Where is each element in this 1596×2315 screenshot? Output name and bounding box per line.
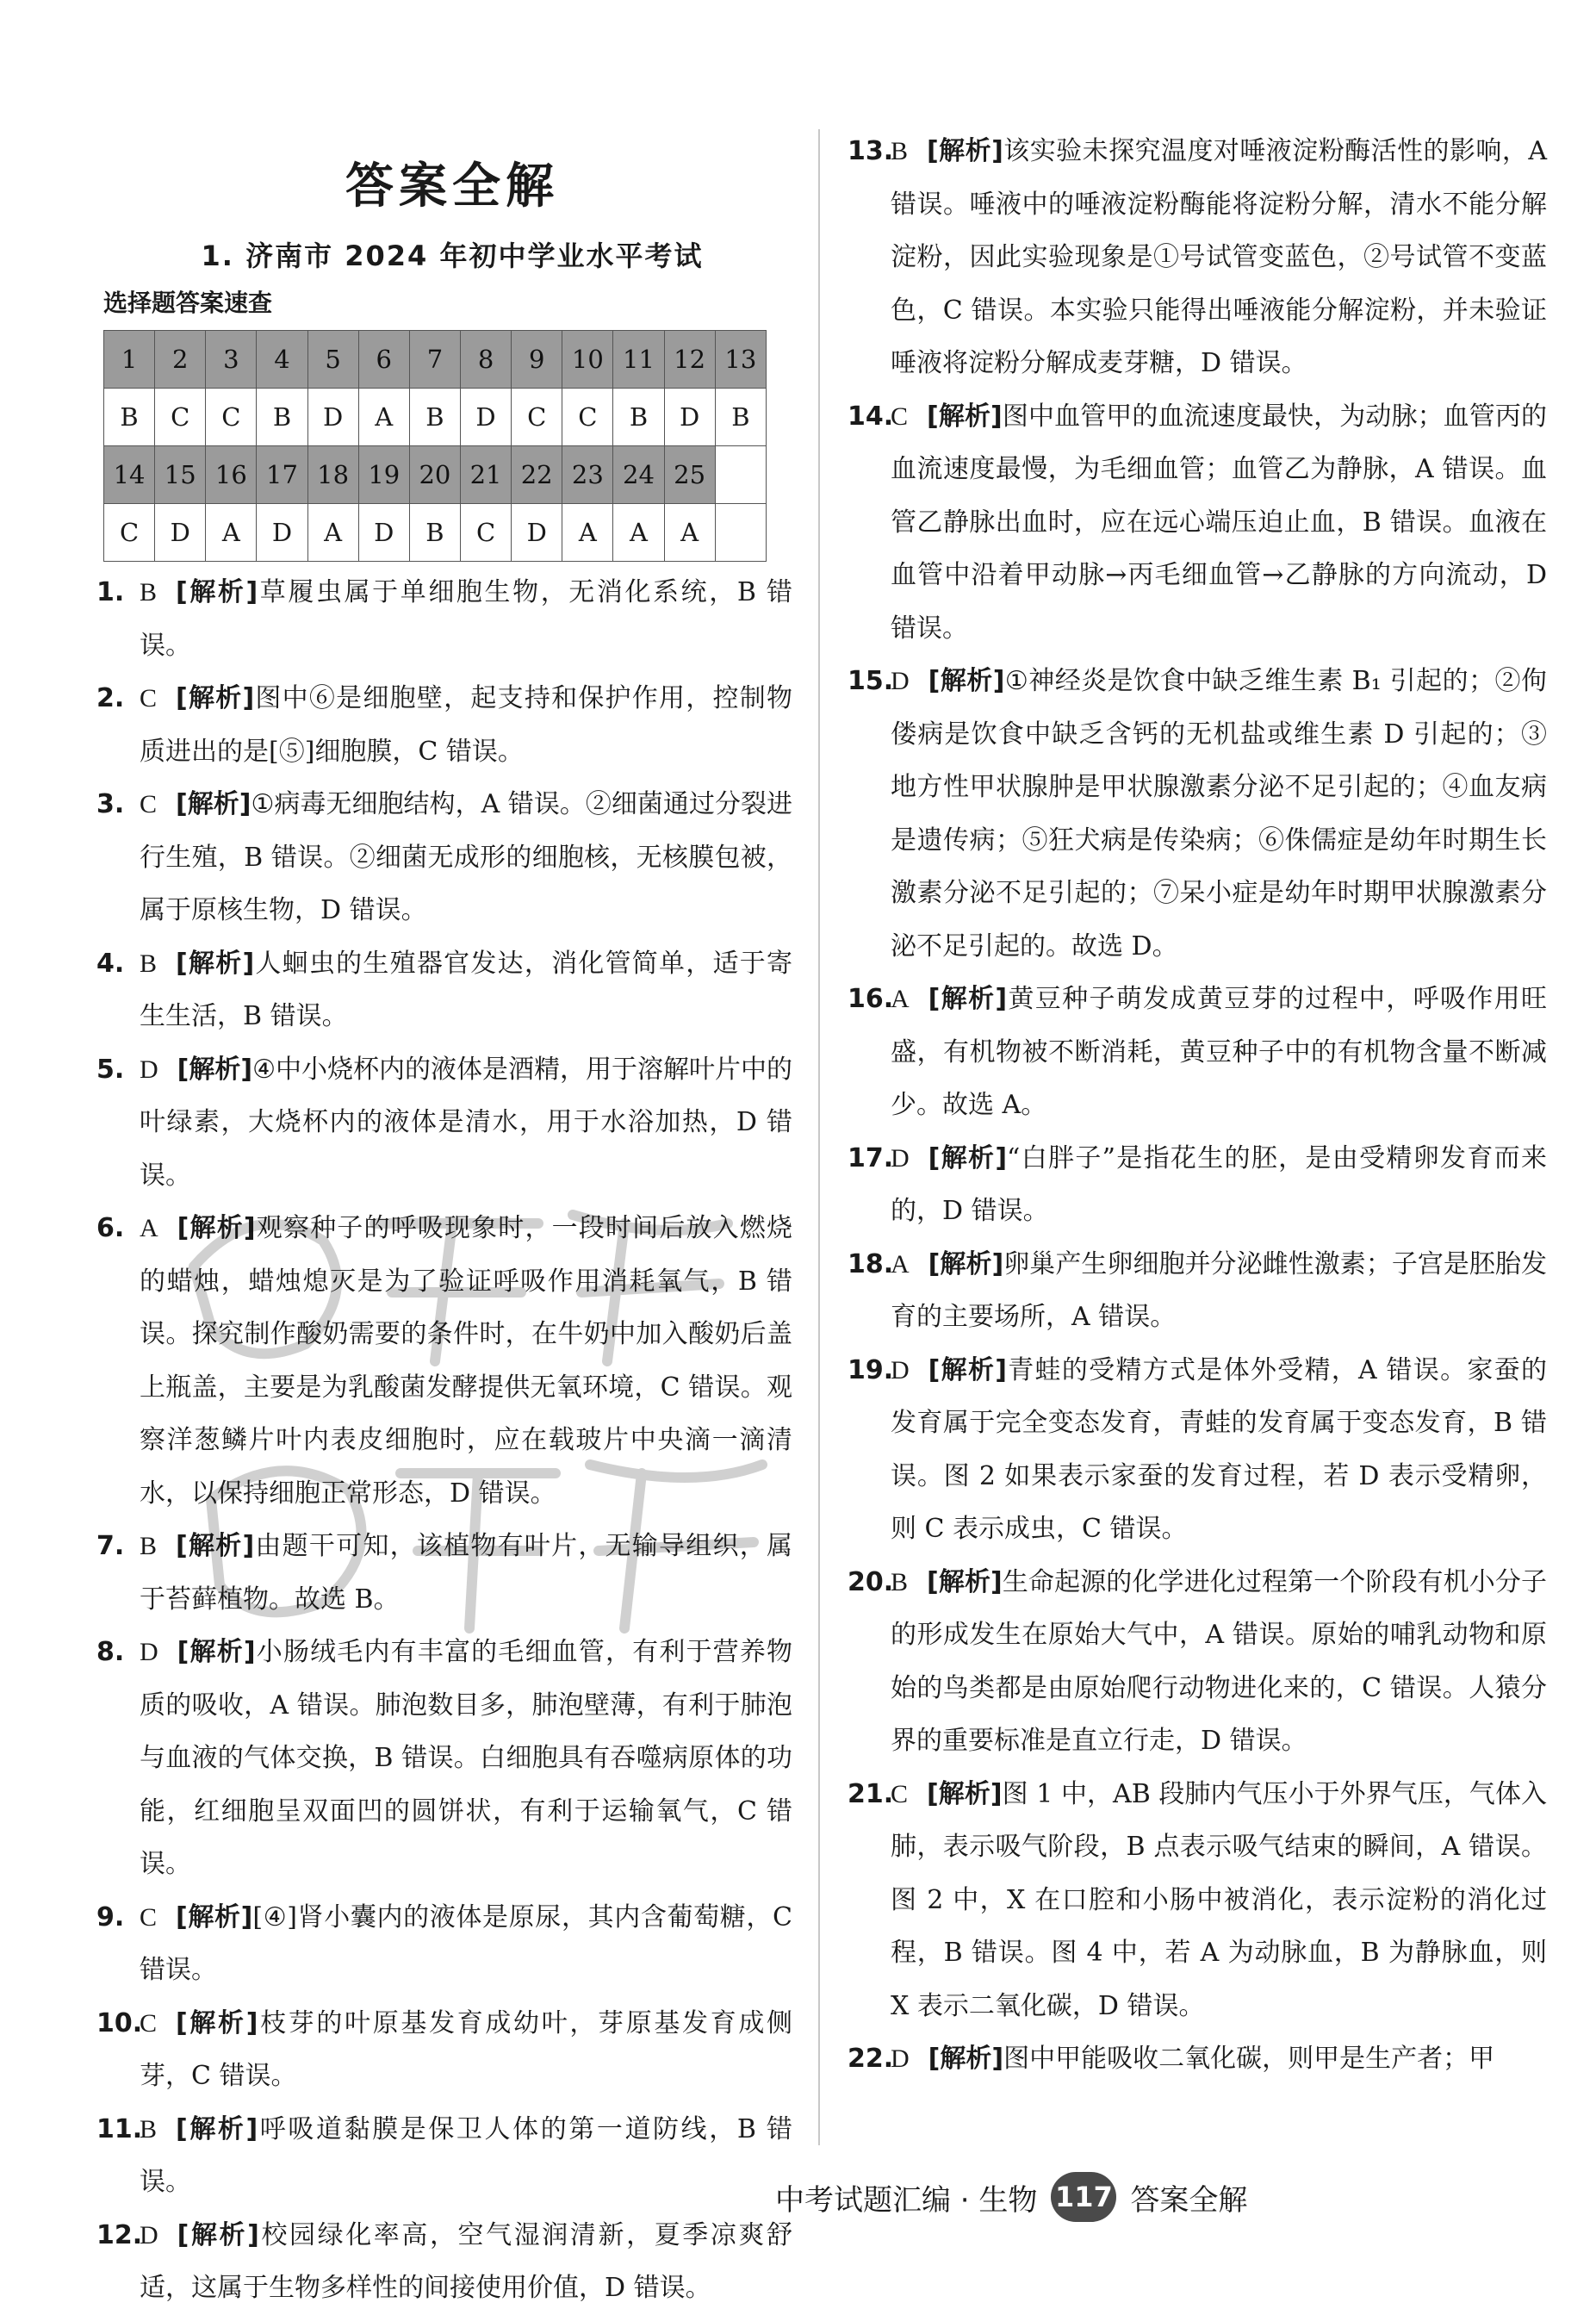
question-number: 23	[562, 446, 613, 504]
item-number: 12.	[96, 2219, 143, 2250]
item-text: 卵巢产生卵细胞并分泌雌性激素；子宫是胚胎发育的主要场所，A 错误。	[891, 1248, 1548, 1332]
answer-cell: B	[715, 389, 766, 446]
item-answer: B	[140, 1532, 158, 1560]
item-number: 7.	[96, 1531, 125, 1561]
answer-cell: C	[155, 389, 206, 446]
item-answer: D	[140, 2220, 158, 2250]
answer-cell: A	[562, 504, 613, 562]
item-number: 20.	[848, 1566, 894, 1597]
column-divider	[818, 129, 820, 2145]
item-number: 16.	[848, 984, 894, 1014]
item-answer: B	[140, 949, 158, 978]
item-text: 小肠绒毛内有丰富的毛细血管，有利于营养物质的吸收，A 错误。肺泡数目多，肺泡壁薄，有利于肺泡与血液的气体交换，B 错误。白细胞具有吞噬病原体的功能，红细胞呈双面凹的圆饼状，有利于运输氧气，C 错误。	[140, 1637, 793, 1879]
item-number: 9.	[96, 1901, 125, 1932]
answer-item	[848, 1556, 1547, 1768]
answer-cell: B	[257, 389, 307, 446]
item-number: 8.	[96, 1637, 125, 1667]
item-number: 22.	[848, 2044, 894, 2074]
answer-cell: D	[512, 504, 562, 562]
question-number: 18	[307, 446, 358, 504]
analysis-tag: [解析]	[176, 948, 255, 979]
answer-cell: D	[358, 504, 409, 562]
item-answer: B	[140, 578, 158, 607]
item-text: 呼吸道黏膜是保卫人体的第一道防线，B 错误。	[140, 2113, 793, 2197]
answer-cell: D	[307, 389, 358, 446]
page-footer	[775, 2171, 1247, 2223]
answer-table	[103, 330, 767, 562]
item-text: 青蛙的受精方式是体外受精，A 错误。家蚕的发育属于完全变态发育，青蛙的发育属于变态发育，B 错误。图 2 如果表示家蚕的发育过程，若 D 表示受精卵，则 C 表示成虫，C 错误。	[891, 1354, 1547, 1544]
item-answer: C	[140, 2008, 158, 2038]
item-answer: D	[891, 667, 910, 695]
item-number: 21.	[848, 1778, 894, 1809]
analysis-tag: [解析]	[176, 2007, 258, 2038]
item-text: 该实验未探究温度对唾液淀粉酶活性的影响，A 错误。唾液中的唾液淀粉酶能将淀粉分解，清水不能分解淀粉，因此实验现象是①号试管变蓝色，②号试管不变蓝色，C 错误。本实验只能得出唾液能分解淀粉，并未验证唾液将淀粉分解成麦芽糖，D 错误。	[891, 136, 1548, 378]
item-answer: D	[140, 1638, 158, 1666]
answer-cell: A	[358, 389, 409, 446]
table-row	[104, 504, 767, 562]
table-row	[104, 446, 767, 504]
table-row	[104, 389, 767, 446]
item-text: [④]肾小囊内的液体是原尿，其内含葡萄糖，C 错误。	[140, 1901, 793, 1985]
item-answer: C	[891, 401, 909, 431]
answer-item	[848, 1768, 1547, 2033]
item-text: 生命起源的化学进化过程第一个阶段有机小分子的形成发生在原始大气中，A 错误。原始的哺乳动物和原始的鸟类都是由原始爬行动物进化来的，C 错误。人猿分界的重要标准是直立行走，D 错误。	[891, 1566, 1548, 1756]
answer-item	[848, 125, 1547, 390]
item-answer: D	[891, 1355, 910, 1385]
item-text: ①神经炎是饮食中缺乏维生素 B₁ 引起的；②佝偻病是饮食中缺乏含钙的无机盐或维生素 D 引起的；③地方性甲状腺肿是甲状腺激素分泌不足引起的；④血友病是遗传病；⑤狂犬病是传染病；⑥侏儒症是幼年时期生长激素分泌不足引起的；⑦呆小症是幼年时期甲状腺激素分泌不足引起的。故选 D。	[891, 666, 1547, 961]
item-number: 11.	[96, 2113, 143, 2144]
analysis-tag: [解析]	[928, 1248, 1004, 1279]
item-text: 黄豆种子萌发成黄豆芽的过程中，呼吸作用旺盛，有机物被不断消耗，黄豆种子中的有机物含量不断减少。故选 A。	[891, 984, 1547, 1120]
answer-cell: B	[409, 504, 460, 562]
answer-item	[96, 566, 792, 672]
item-answer: B	[891, 1567, 909, 1596]
analysis-tag: [解析]	[176, 1531, 255, 1561]
question-number: 10	[562, 331, 613, 389]
question-number: 9	[512, 331, 562, 389]
analysis-tag: [解析]	[927, 136, 1003, 166]
item-text: 图中⑥是细胞壁，起支持和保护作用，控制物质进出的是[⑤]细胞膜，C 错误。	[140, 683, 793, 767]
question-number: 3	[206, 331, 257, 389]
answer-cell: A	[307, 504, 358, 562]
question-number: 24	[613, 446, 664, 504]
answer-item	[848, 1344, 1547, 1556]
item-text: 枝芽的叶原基发育成幼叶，芽原基发育成侧芽，C 错误。	[140, 2007, 793, 2091]
answer-cell: C	[104, 504, 155, 562]
footer-book-title: 中考试题汇编 · 生物	[775, 2182, 1038, 2218]
answer-item	[96, 937, 792, 1043]
item-answer: C	[140, 790, 158, 818]
analysis-tag: [解析]	[176, 1901, 253, 1932]
item-text: “白胖子”是指花生的胚，是由受精卵发育而来的，D 错误。	[891, 1142, 1547, 1226]
item-answer: A	[891, 985, 910, 1013]
item-answer: C	[891, 1779, 909, 1808]
answer-item	[848, 655, 1547, 973]
answer-cell: C	[206, 389, 257, 446]
question-number: 19	[358, 446, 409, 504]
question-number: 14	[104, 446, 155, 504]
item-number: 3.	[96, 789, 125, 819]
analysis-tag: [解析]	[928, 1354, 1007, 1385]
analysis-tag: [解析]	[928, 666, 1005, 696]
question-number: 2	[155, 331, 206, 389]
item-answer: D	[891, 1143, 910, 1173]
item-number: 19.	[848, 1354, 894, 1385]
question-number: 13	[715, 331, 766, 389]
answer-cell: D	[257, 504, 307, 562]
answer-cell: C	[512, 389, 562, 446]
item-number: 1.	[96, 577, 125, 607]
analysis-tag: [解析]	[177, 2219, 259, 2250]
answer-item	[96, 672, 792, 778]
answer-cell: A	[613, 504, 664, 562]
question-number: 8	[460, 331, 511, 389]
question-number: 7	[409, 331, 460, 389]
answer-cell: A	[664, 504, 715, 562]
item-answer: C	[140, 1902, 158, 1932]
question-number: 4	[257, 331, 307, 389]
item-text: 草履虫属于单细胞生物，无消化系统，B 错误。	[140, 577, 793, 661]
item-answer: B	[140, 2114, 158, 2144]
answer-cell: D	[460, 389, 511, 446]
item-text: 校园绿化率高，空气湿润清新，夏季凉爽舒适，这属于生物多样性的间接使用价值，D 错误。	[140, 2219, 793, 2303]
question-number: 21	[460, 446, 511, 504]
analysis-tag: [解析]	[927, 1566, 1003, 1597]
answer-item	[96, 1891, 792, 1997]
item-answer: D	[140, 1055, 158, 1084]
analysis-tag: [解析]	[927, 1778, 1003, 1809]
item-answer: A	[140, 1214, 158, 1242]
page-title: 答案全解	[345, 159, 559, 215]
question-number: 15	[155, 446, 206, 504]
answer-cell: B	[409, 389, 460, 446]
item-text: 图 1 中，AB 段肺内气压小于外界气压，气体入肺，表示吸气阶段，B 点表示吸气结束的瞬间，A 错误。图 2 中，X 在口腔和小肠中被消化，表示淀粉的消化过程，B 错误。图 4 中，若 A 为动脉血，B 为静脉血，则 X 表示二氧化碳，D 错误。	[891, 1778, 1548, 2021]
section-label: 选择题答案速查	[103, 289, 273, 317]
item-number: 2.	[96, 683, 125, 713]
item-text: 由题干可知，该植物有叶片，无输导组织，属于苔藓植物。故选 B。	[140, 1531, 793, 1615]
answer-cell: C	[460, 504, 511, 562]
answer-item	[848, 1238, 1547, 1344]
answer-cell: B	[613, 389, 664, 446]
item-number: 14.	[848, 401, 894, 432]
item-number: 4.	[96, 948, 125, 979]
watermark-logo	[177, 1189, 797, 1671]
item-number: 13.	[848, 136, 894, 166]
item-number: 17.	[848, 1142, 894, 1173]
question-number: 11	[613, 331, 664, 389]
analysis-tag: [解析]	[928, 2044, 1004, 2074]
item-number: 6.	[96, 1213, 125, 1243]
exam-title: 1. 济南市 2024 年初中学业水平考试	[201, 240, 704, 272]
analysis-tag: [解析]	[176, 577, 258, 607]
item-number: 15.	[848, 666, 894, 696]
empty-cell	[715, 504, 766, 562]
analysis-tag: [解析]	[927, 401, 1003, 432]
analysis-tag: [解析]	[928, 984, 1008, 1014]
page-number-badge: 117	[1051, 2172, 1116, 2222]
question-number: 25	[664, 446, 715, 504]
analysis-tag: [解析]	[176, 789, 252, 819]
analysis-tag: [解析]	[176, 2113, 258, 2144]
item-text: ④中小烧杯内的液体是酒精，用于溶解叶片中的叶绿素，大烧杯内的液体是清水，用于水浴加热，D 错误。	[140, 1054, 792, 1191]
question-number: 6	[358, 331, 409, 389]
answer-item	[96, 2103, 792, 2209]
answer-cell: B	[104, 389, 155, 446]
question-number: 16	[206, 446, 257, 504]
item-answer: B	[891, 137, 909, 165]
analysis-tag: [解析]	[177, 1637, 256, 1667]
table-row	[104, 331, 767, 389]
question-number: 22	[512, 446, 562, 504]
item-text: ①病毒无细胞结构，A 错误。②细菌通过分裂进行生殖，B 错误。②细菌无成形的细胞核，无核膜包被，属于原核生物，D 错误。	[140, 789, 792, 925]
item-answer: D	[891, 2044, 910, 2073]
answer-item	[96, 778, 792, 937]
answer-item	[848, 973, 1547, 1132]
item-text: 图中血管甲的血流速度最快，为动脉；血管丙的血流速度最慢，为毛细血管；血管乙为静脉，A 错误。血管乙静脉出血时，应在远心端压迫止血，B 错误。血液在血管中沿着甲动脉→丙毛细血管→乙静脉的方向流动，D 错误。	[891, 401, 1548, 644]
item-answer: C	[140, 684, 158, 713]
right-column	[848, 125, 1547, 2086]
item-text: 观察种子的呼吸现象时，一段时间后放入燃烧的蜡烛，蜡烛熄灭是为了验证呼吸作用消耗氧气，B 错误。探究制作酸奶需要的条件时，在牛奶中加入酸奶后盖上瓶盖，主要是为乳酸菌发酵提供无氧环境，C 错误。观察洋葱鳞片叶内表皮细胞时，应在载玻片中央滴一滴清水，以保持细胞正常形态，D 错误。	[140, 1213, 793, 1509]
answer-item	[96, 2209, 792, 2315]
item-text: 图中甲能吸收二氧化碳，则甲是生产者；甲	[1003, 2044, 1495, 2074]
item-number: 10.	[96, 2007, 143, 2038]
question-number: 20	[409, 446, 460, 504]
empty-cell	[715, 446, 766, 504]
answer-item	[96, 1997, 792, 2103]
item-number: 18.	[848, 1248, 894, 1279]
footer-section-title: 答案全解	[1130, 2182, 1248, 2218]
answer-cell: D	[155, 504, 206, 562]
answer-item	[96, 1043, 792, 1203]
analysis-tag: [解析]	[176, 683, 255, 713]
question-number: 12	[664, 331, 715, 389]
question-number: 17	[257, 446, 307, 504]
answer-cell: D	[664, 389, 715, 446]
answer-cell: C	[562, 389, 613, 446]
analysis-tag: [解析]	[177, 1054, 253, 1085]
answer-cell: A	[206, 504, 257, 562]
answer-item	[848, 2032, 1547, 2086]
answer-item	[848, 1132, 1547, 1238]
item-number: 5.	[96, 1054, 125, 1085]
item-text: 人蛔虫的生殖器官发达，消化管简单，适于寄生生活，B 错误。	[140, 948, 793, 1031]
analysis-tag: [解析]	[177, 1213, 256, 1243]
item-answer: A	[891, 1249, 910, 1279]
answer-item	[848, 390, 1547, 656]
question-number: 1	[104, 331, 155, 389]
analysis-tag: [解析]	[928, 1142, 1008, 1173]
question-number: 5	[307, 331, 358, 389]
